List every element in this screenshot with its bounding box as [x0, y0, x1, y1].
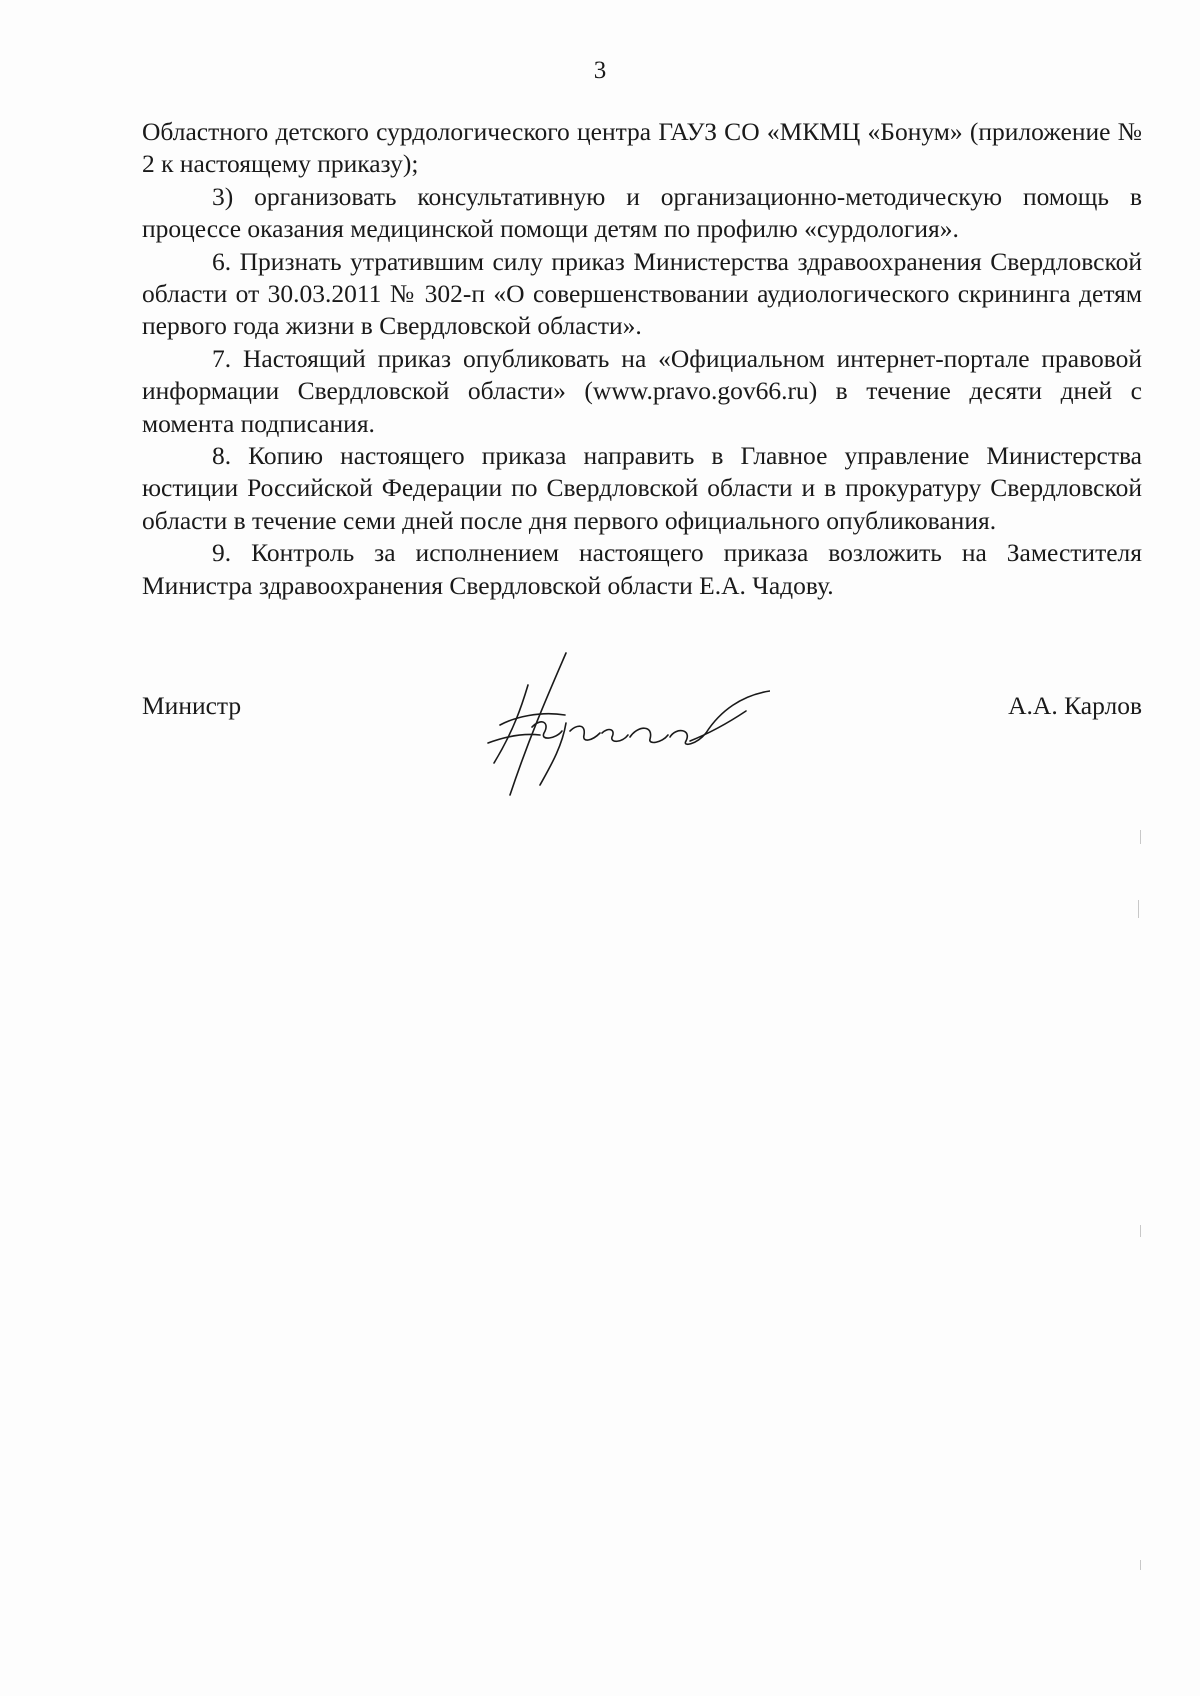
signatory-name: А.А. Карлов — [1008, 691, 1142, 720]
page-number: 3 — [593, 57, 607, 84]
paragraph-continuation: Областного детского сурдологического центра ГАУЗ СО «МКМЦ «Бонум» (приложение № 2 к настоящему приказу); — [142, 117, 1142, 179]
scan-artifact — [1140, 1560, 1141, 1570]
scan-artifact — [1138, 900, 1139, 918]
paragraph-item-8: 8. Копию настоящего приказа направить в Главное управление Министерства юстиции Российской Федерации по Свердловской области и в прокуратуру Свердловской области в течение семи дней после дня первого официального опубликования. — [142, 441, 1142, 535]
document-body — [142, 116, 1142, 602]
paragraph-item-7: 7. Настоящий приказ опубликовать на «Официальном интернет-портале правовой информации Свердловской области» (www.pravo.gov66.ru) в течение десяти дней с момента подписания. — [142, 343, 1142, 438]
signatory-title: Министр — [142, 691, 242, 720]
scan-artifact — [1140, 830, 1141, 844]
paragraph-item-3: 3) организовать консультативную и организационно-методическую помощь в процессе оказания медицинской помощи детям по профилю «сурдология». — [142, 181, 1142, 244]
handwritten-signature-icon — [470, 645, 770, 815]
scan-artifact — [1140, 1225, 1141, 1237]
paragraph-item-6: 6. Признать утратившим силу приказ Министерства здравоохранения Свердловской области от 30.03.2011 № 302-п «О совершенствовании аудиологического скрининга детям первого года жизни в Свердловской области». — [142, 246, 1142, 341]
paragraph-item-9: 9. Контроль за исполнением настоящего приказа возложить на Заместителя Министра здравоохранения Свердловской области Е.А. Чадову. — [142, 538, 1142, 600]
